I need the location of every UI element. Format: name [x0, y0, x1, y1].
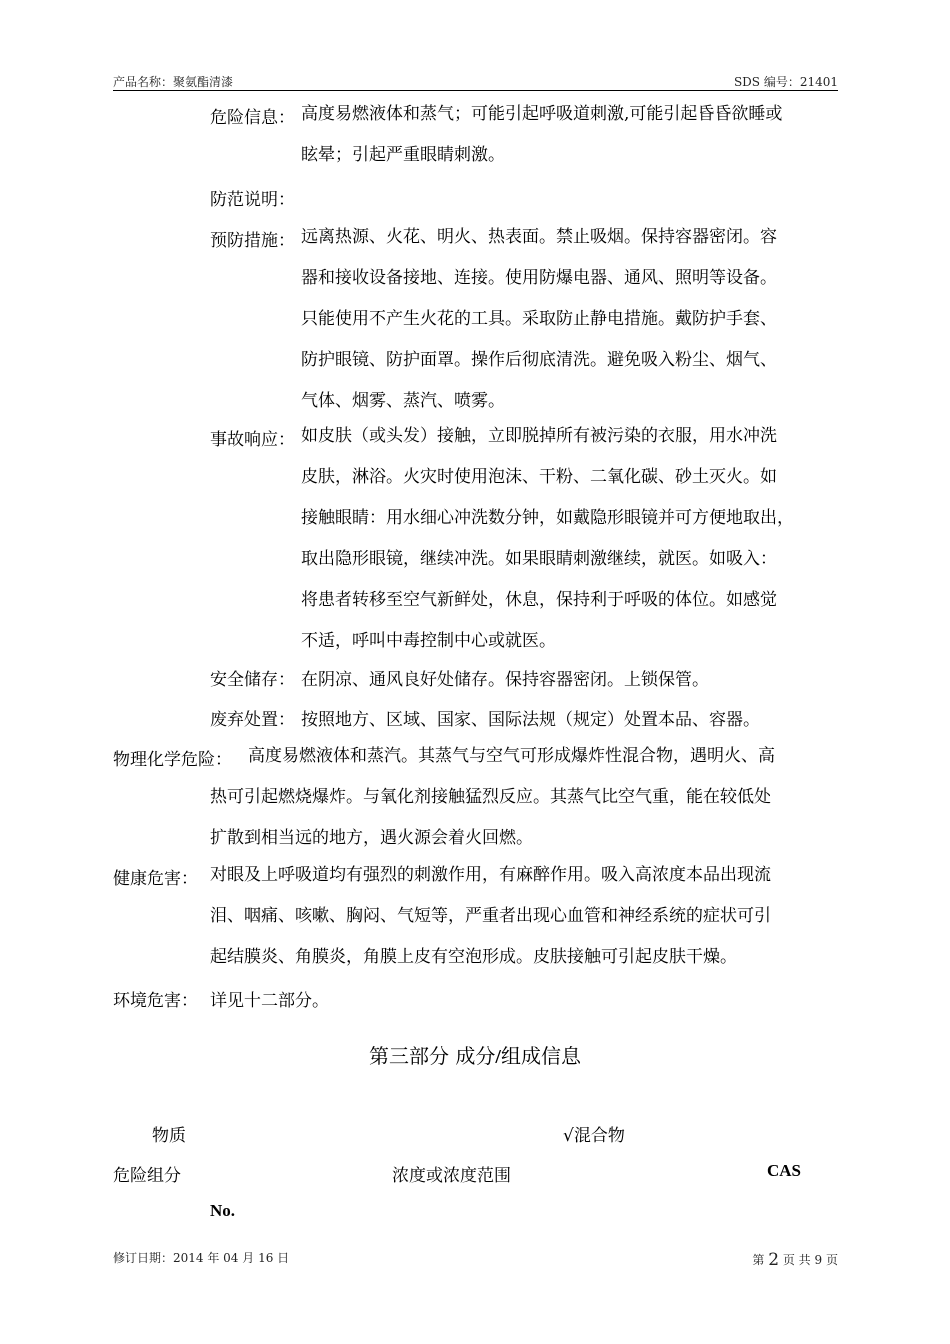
response-line: 接触眼睛：用水细心冲洗数分钟，如戴隐形眼镜并可方便地取出，	[301, 508, 794, 528]
page-mid: 页 共	[782, 1253, 811, 1267]
column-concentration: 浓度或浓度范围	[392, 1166, 511, 1186]
physchem-text	[210, 736, 838, 859]
response-text	[301, 416, 838, 662]
substance-label: 物质	[152, 1126, 186, 1146]
prevention-line: 器和接收设备接地、连接。使用防爆电器、通风、照明等设备。	[301, 268, 777, 288]
page-suffix: 页	[825, 1253, 838, 1267]
physchem-line: 热可引起燃烧爆炸。与氧化剂接触猛烈反应。其蒸气比空气重，能在较低处	[210, 787, 771, 807]
storage-text: 在阴凉、通风良好处储存。保持容器密闭。上锁保管。	[301, 670, 709, 690]
precaution-title: 防范说明：	[210, 190, 295, 210]
page-number: 2	[768, 1250, 780, 1270]
prevention-line: 只能使用不产生火花的工具。采取防止静电措施。戴防护手套、	[301, 309, 777, 329]
hazard-info-line: 高度易燃液体和蒸气；可能引起呼吸道刺激,可能引起昏昏欲睡或	[301, 104, 783, 124]
prevention-line: 远离热源、火花、明火、热表面。禁止吸烟。保持容器密闭。容	[301, 227, 777, 247]
health-label: 健康危害：	[113, 869, 198, 889]
section-3-title-suffix: 组成信息	[500, 1044, 581, 1068]
column-cas-no: No.	[210, 1201, 236, 1220]
column-hazard-component: 危险组分	[113, 1166, 181, 1186]
page-header	[113, 70, 838, 91]
disposal-label: 废弃处置：	[210, 710, 295, 730]
column-cas: CAS	[767, 1161, 802, 1180]
prevention-line: 气体、烟雾、蒸汽、喷雾。	[301, 391, 505, 411]
section-3-title	[0, 1040, 950, 1069]
health-line: 泪、咽痛、咳嗽、胸闷、气短等，严重者出现心血管和神经系统的症状可引	[210, 906, 771, 926]
physchem-line: 扩散到相当远的地方，遇火源会着火回燃。	[210, 828, 533, 848]
health-text	[210, 855, 838, 978]
disposal-text: 按照地方、区域、国家、国际法规（规定）处置本品、容器。	[301, 710, 760, 730]
page-indicator	[752, 1249, 838, 1269]
page-total: 9	[814, 1253, 823, 1267]
health-line: 对眼及上呼吸道均有强烈的刺激作用，有麻醉作用。吸入高浓度本品出现流	[210, 865, 771, 885]
mixture-label: √混合物	[563, 1126, 625, 1146]
sds-number: SDS 编号：21401	[733, 75, 838, 89]
environment-text: 详见十二部分。	[210, 991, 329, 1011]
response-line: 皮肤，淋浴。火灾时使用泡沫、干粉、二氧化碳、砂土灭火。如	[301, 467, 777, 487]
health-line: 起结膜炎、角膜炎，角膜上皮有空泡形成。皮肤接触可引起皮肤干燥。	[210, 947, 737, 967]
response-line: 不适，呼叫中毒控制中心或就医。	[301, 631, 556, 651]
page-prefix: 第	[752, 1253, 765, 1267]
physchem-line: 高度易燃液体和蒸汽。其蒸气与空气可形成爆炸性混合物，遇明火、高	[248, 746, 775, 766]
storage-label: 安全储存：	[210, 670, 295, 690]
response-line: 取出隐形眼镜，继续冲洗。如果眼睛刺激继续，就医。如吸入：	[301, 549, 777, 569]
response-label: 事故响应：	[210, 430, 295, 450]
hazard-info-line: 眩晕；引起严重眼睛刺激。	[301, 145, 505, 165]
section-3-title-prefix: 第三部分 成分	[369, 1044, 496, 1068]
section-3-title-slash: /	[495, 1046, 501, 1068]
hazard-info-text	[301, 94, 838, 176]
product-name: 产品名称：聚氨酯清漆	[113, 75, 234, 89]
physchem-label: 物理化学危险：	[113, 750, 232, 770]
revision-date: 修订日期：2014 年 04 月 16 日	[113, 1251, 290, 1265]
response-line: 如皮肤（或头发）接触，立即脱掉所有被污染的衣服，用水冲洗	[301, 426, 777, 446]
prevention-line: 防护眼镜、防护面罩。操作后彻底清洗。避免吸入粉尘、烟气、	[301, 350, 777, 370]
environment-label: 环境危害：	[113, 991, 198, 1011]
hazard-info-label: 危险信息：	[210, 108, 295, 128]
prevention-text	[301, 217, 838, 422]
response-line: 将患者转移至空气新鲜处，休息，保持利于呼吸的体位。如感觉	[301, 590, 777, 610]
prevention-label: 预防措施：	[210, 231, 295, 251]
